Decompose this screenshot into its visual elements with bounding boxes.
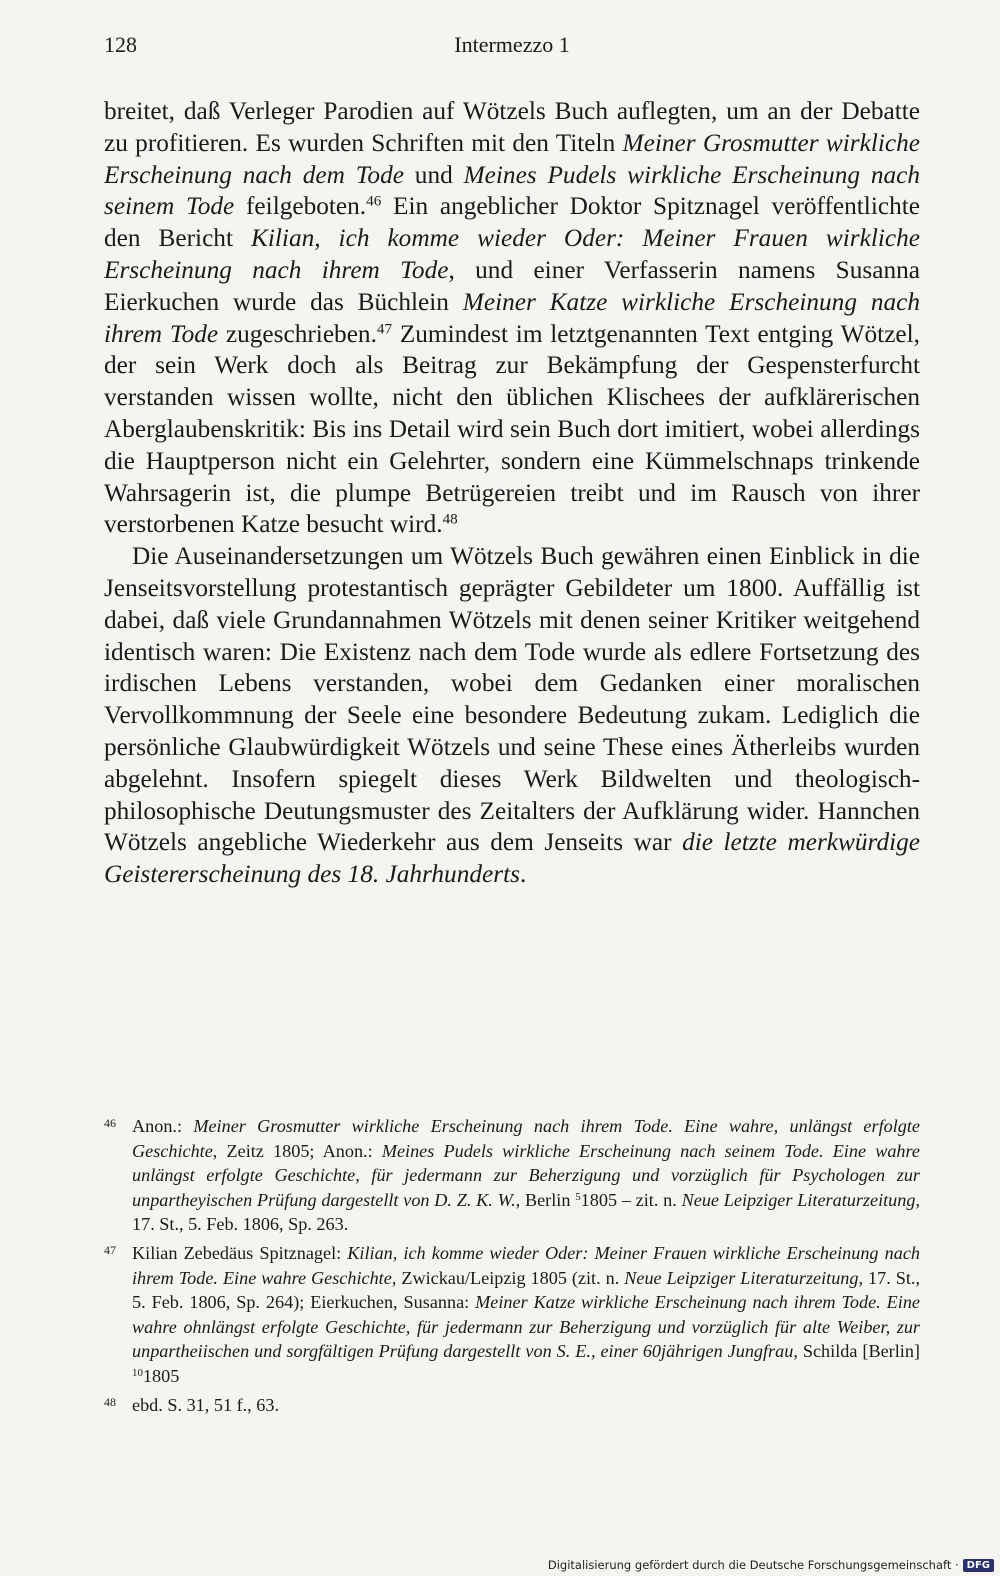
text-run: Zumindest im letztgenannten Text entging Wötzel, der sein Werk doch als Beitrag zur Bekämpfung der Gespensterfurcht verstanden wissen wollte, nicht den üblichen Klischees der aufklärerischen Aberglaubenskritik: Bis ins Detail wird sein Buch dort imitiert, wobei allerdings die Hauptperson nicht ein Gelehrter, sondern eine Kümmelschnaps trinkende Wahrsagerin ist, die plumpe Betrügereien treibt und im Rausch von ihrer verstorbenen Katze besucht wird. — [104, 319, 920, 539]
text-run: , 17. St., 5. Feb. 1806, Sp. 264); Eierkuchen, Susanna: — [132, 1267, 920, 1313]
page-header — [104, 32, 920, 66]
text-run: Ein angeblicher Doktor Spitznagel veröffentlichte den Bericht — [104, 192, 920, 253]
footnote — [104, 1241, 920, 1389]
footnote-number: 47 — [104, 1242, 116, 1257]
italic-text: Meiner Grosmutter wirkliche Erscheinung nach dem Tode — [104, 128, 920, 189]
text-run: Anon.: — [132, 1116, 194, 1136]
text-run: . — [519, 860, 527, 889]
text-run: 1805 — [142, 1365, 180, 1386]
italic-text: Kilian, ich komme wieder Oder: Meiner Frauen wirkliche Erscheinung nach ihrem Tode. Eine wahre Geschichte — [132, 1242, 920, 1288]
text-run: Kilian Zebedäus Spitznagel: — [132, 1242, 348, 1263]
italic-text: Meines Pudels wirkliche Erscheinung nach seinem Tode. Eine wahre unlängst erfolgte Geschichte, für jedermann zur Beherzigung und vorzüglich für Psychologen zur unpartheyischen Prüfung dargestellt von D. Z. K. W. — [132, 1140, 920, 1210]
text-run: , und einer Verfasserin namens Susanna Eierkuchen wurde das Büchlein — [104, 255, 920, 316]
footnote-ref: 46 — [366, 193, 382, 211]
text-run: , Zeitz 1805; Anon.: — [212, 1140, 382, 1161]
footnote-ref: 10 — [132, 1366, 143, 1379]
footnote-ref: 47 — [376, 320, 393, 338]
text-run: feilgeboten. — [234, 192, 367, 221]
text-run: , Berlin — [515, 1189, 576, 1210]
footnotes — [104, 1114, 920, 1421]
text-run: ebd. S. 31, 51 f., 63. — [132, 1394, 280, 1415]
paragraph — [104, 541, 920, 891]
italic-text: Meines Pudels wirkliche Erscheinung nach seinem Tode — [104, 160, 921, 221]
credit-text: Digitalisierung gefördert durch die Deutsche Forschungsgemeinschaft · — [547, 1558, 959, 1572]
text-run: Die Auseinandersetzungen um Wötzels Buch gewähren einen Einblick in die Jenseitsvorstellung protestantisch geprägter Gebildeter um 1800. Auffällig ist dabei, daß viele Grundannahmen Wötzels mit denen seiner Kritiker weitgehend identisch waren: Die Existenz nach dem Tode wurde als edlere Fortsetzung des irdischen Lebens verstanden, wobei dem Gedanken einer moralischen Vervollkommnung der Seele eine besondere Bedeutung zukam. Lediglich die persönliche Glaubwürdigkeit Wötzels und seine These eines Ätherleibs wurden abgelehnt. Insofern spiegelt dieses Werk Bildwelten und theologisch-philosophische Deutungsmuster des Zeitalters der Aufklärung wider. Hannchen Wötzels angebliche Wiederkehr aus dem Jenseits war — [104, 542, 920, 857]
text-run: breitet, daß Verleger Parodien auf Wötzels Buch auflegten, um an der Debatte zu profitieren. Es wurden Schriften mit den Titeln — [104, 97, 920, 157]
italic-text: Neue Leipziger Literaturzeitung — [624, 1267, 859, 1288]
paragraph — [104, 96, 920, 541]
text-run: 1805 – zit. n. — [580, 1189, 682, 1210]
italic-text: Meiner Katze wirkliche Erscheinung nach ihrem Tode — [104, 287, 920, 348]
digitization-credit — [548, 1558, 994, 1572]
text-run: , 17. St., 5. Feb. 1806, Sp. 263. — [132, 1189, 921, 1235]
page-number: 128 — [104, 32, 137, 57]
footnote-ref: 5 — [575, 1190, 581, 1203]
footnote — [104, 1114, 920, 1237]
italic-text: Meiner Grosmutter wirkliche Erscheinung nach ihrem Tode. Eine wahre, unlängst erfolgte Geschichte — [132, 1116, 921, 1161]
footnote-number: 48 — [104, 1394, 116, 1409]
italic-text: Kilian, ich komme wieder Oder: Meiner Frauen wirkliche Erscheinung nach ihrem Tode — [104, 224, 920, 284]
dfg-logo: DFG — [963, 1559, 994, 1572]
footnote — [104, 1393, 920, 1418]
running-title: Intermezzo 1 — [454, 32, 570, 57]
text-run: zugeschrieben. — [218, 319, 377, 348]
italic-text: die letzte merkwürdige Geistererscheinung des 18. Jahrhunderts — [104, 828, 920, 889]
text-run: , Zwickau/Leipzig 1805 (zit. n. — [391, 1267, 625, 1288]
text-run: und — [403, 160, 464, 189]
footnote-ref: 48 — [442, 511, 458, 529]
italic-text: Neue Leipziger Literaturzeitung — [681, 1189, 916, 1210]
italic-text: Meiner Katze wirkliche Erscheinung nach ihrem Tode. Eine wahre ohnlängst erfolgte Geschichte, für jedermann zur Beherzigung und vorzüglich für alte Weiber, zur unpartheiischen und sorgfältigen Prüfung dargestellt von S. E., einer 60jährigen Jungfrau — [132, 1292, 920, 1362]
text-run: , Schilda [Berlin] — [793, 1341, 920, 1362]
main-text — [104, 96, 920, 891]
footnote-number: 46 — [104, 1116, 116, 1130]
